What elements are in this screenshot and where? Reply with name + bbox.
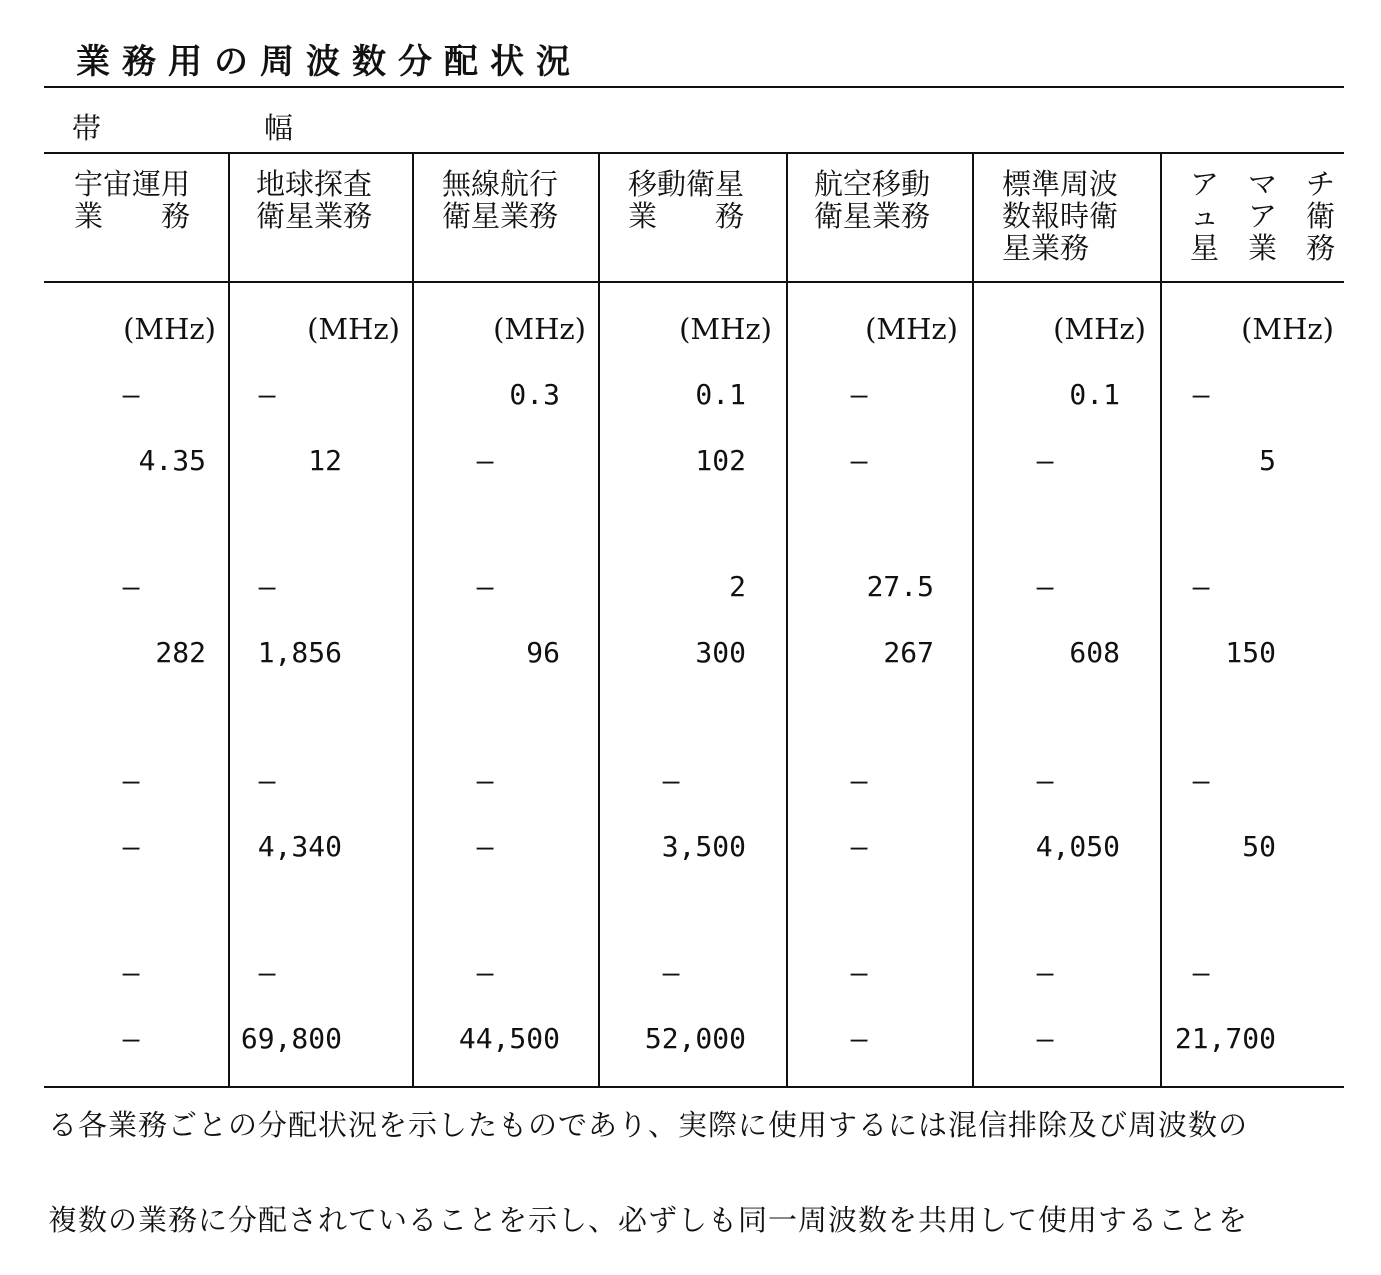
table-cell: 102 [695, 444, 746, 477]
column-header: 地球探査 衛星業務 [256, 167, 373, 233]
unit-label: (MHz) [1053, 312, 1146, 346]
table-cell: ― [122, 570, 140, 603]
table-cell: 4,050 [1035, 830, 1120, 863]
top-rule [44, 86, 1344, 88]
table-cell: ― [258, 378, 276, 411]
table-cell: 21,700 [1174, 1022, 1276, 1055]
column-header: 標準周波 数報時衛 星業務 [1002, 167, 1119, 265]
table-cell: 12 [308, 444, 342, 477]
column-header: 無線航行 衛星業務 [442, 167, 559, 233]
table-cell: ― [122, 1022, 140, 1055]
table-cell: ― [1036, 764, 1054, 797]
table-cell: 27.5 [866, 570, 934, 603]
table-cell: ― [476, 956, 494, 989]
table-cell: ― [258, 764, 276, 797]
column-header: 移動衛星 業 務 [628, 167, 745, 233]
table-cell: 44,500 [458, 1022, 560, 1055]
table-cell: ― [1036, 956, 1054, 989]
table-cell: ― [1192, 764, 1210, 797]
table-cell: ― [1036, 444, 1054, 477]
table-cell: ― [476, 444, 494, 477]
header-top-rule [44, 152, 1344, 154]
table-cell: ― [1036, 1022, 1054, 1055]
table-cell: ― [476, 570, 494, 603]
table-cell: 52,000 [644, 1022, 746, 1055]
table-cell: 608 [1069, 636, 1120, 669]
table-cell: 5 [1259, 444, 1276, 477]
header-bottom-rule [44, 281, 1344, 283]
table-cell: ― [662, 956, 680, 989]
table-cell: ― [850, 378, 868, 411]
table-cell: 2 [729, 570, 746, 603]
table-cell: ― [850, 1022, 868, 1055]
table-cell: ― [1192, 378, 1210, 411]
column-divider [412, 154, 414, 1086]
column-header: ア マ チ ュ ア 衛 星 業 務 [1190, 167, 1336, 265]
column-divider [972, 154, 974, 1086]
unit-label: (MHz) [307, 312, 400, 346]
unit-label: (MHz) [1241, 312, 1334, 346]
table-cell: ― [122, 830, 140, 863]
table-cell: ― [1192, 956, 1210, 989]
table-cell: ― [850, 444, 868, 477]
table-cell: ― [1192, 570, 1210, 603]
column-divider [228, 154, 230, 1086]
unit-label: (MHz) [123, 312, 216, 346]
table-cell: ― [122, 764, 140, 797]
table-cell: 4,340 [257, 830, 342, 863]
unit-label: (MHz) [865, 312, 958, 346]
table-cell: ― [850, 830, 868, 863]
unit-label: (MHz) [679, 312, 772, 346]
table-cell: 282 [155, 636, 206, 669]
column-divider [598, 154, 600, 1086]
footer-line-1: る各業務ごとの分配状況を示したものであり、実際に使用するには混信排除及び周波数の [48, 1108, 1249, 1142]
table-cell: ― [850, 764, 868, 797]
table-cell: ― [662, 764, 680, 797]
bandwidth-label-1: 帯 [72, 111, 102, 145]
table-cell: 0.1 [1069, 378, 1120, 411]
table-cell: ― [122, 378, 140, 411]
table-bottom-rule [44, 1086, 1344, 1088]
table-cell: ― [258, 956, 276, 989]
table-cell: 96 [526, 636, 560, 669]
column-divider [1160, 154, 1162, 1086]
table-cell: 69,800 [240, 1022, 342, 1055]
table-cell: 300 [695, 636, 746, 669]
table-cell: ― [476, 830, 494, 863]
table-cell: ― [476, 764, 494, 797]
table-cell: ― [122, 956, 140, 989]
table-cell: 4.35 [138, 444, 206, 477]
column-divider [786, 154, 788, 1086]
table-cell: 1,856 [257, 636, 342, 669]
table-cell: ― [1036, 570, 1054, 603]
table-cell: 3,500 [661, 830, 746, 863]
unit-label: (MHz) [493, 312, 586, 346]
column-header: 航空移動 衛星業務 [814, 167, 931, 233]
table-cell: ― [850, 956, 868, 989]
table-cell: 50 [1242, 830, 1276, 863]
table-cell: 150 [1225, 636, 1276, 669]
column-header: 宇宙運用 業 務 [74, 167, 191, 233]
table-cell: 0.1 [695, 378, 746, 411]
bandwidth-label-2: 幅 [264, 111, 294, 145]
footer-line-2: 複数の業務に分配されていることを示し、必ずしも同一周波数を共用して使用することを [48, 1203, 1249, 1237]
page-title: 業務用の周波数分配状況 [76, 42, 582, 82]
table-cell: ― [258, 570, 276, 603]
table-cell: 0.3 [509, 378, 560, 411]
table-cell: 267 [883, 636, 934, 669]
